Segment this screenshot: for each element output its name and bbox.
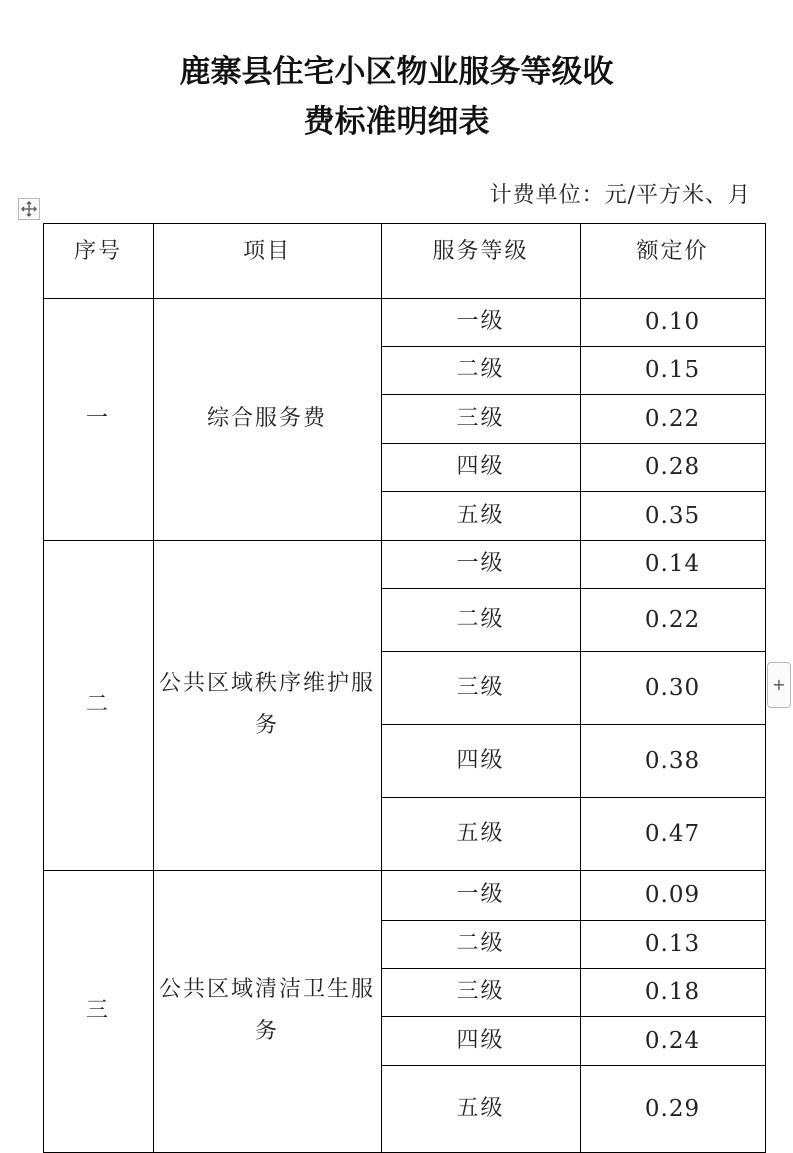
price-cell-text: 0.22 [644, 606, 701, 633]
price-cell-text: 0.28 [644, 454, 701, 480]
table-hline [43, 223, 766, 224]
price-cell [580, 1065, 765, 1152]
price-cell [580, 540, 765, 588]
service-level-cell [381, 797, 580, 870]
service-level-cell-text: 三级 [456, 405, 505, 431]
table-hline [381, 968, 766, 969]
table-hline [43, 870, 766, 871]
row-number-cell [43, 298, 153, 540]
plus-icon: + [772, 675, 786, 694]
table-hline [381, 920, 766, 921]
table-vline [580, 223, 581, 1153]
item-name-cell-text: 公共区域秩序维护服务 [159, 671, 376, 738]
fee-table [43, 223, 766, 1152]
price-cell-text: 0.15 [644, 357, 701, 383]
table-move-handle[interactable] [18, 198, 40, 220]
service-level-cell-text: 五级 [456, 1095, 505, 1121]
table-hline [43, 540, 766, 541]
price-cell-text: 0.35 [644, 502, 701, 529]
price-cell [580, 870, 765, 920]
header-cell [580, 223, 765, 298]
row-number-cell [43, 540, 153, 870]
table-vline [153, 223, 154, 1153]
price-cell [580, 491, 765, 540]
table-hline [381, 588, 766, 589]
price-cell [580, 968, 765, 1016]
row-number-cell [43, 870, 153, 1152]
service-level-cell [381, 1016, 580, 1065]
price-cell-text: 0.38 [644, 747, 701, 774]
document-title-line-1: 鹿寨县住宅小区物业服务等级收 [179, 54, 614, 90]
move-icon [19, 199, 39, 219]
header-cell-text: 服务等级 [432, 239, 529, 264]
price-cell-text: 0.13 [644, 931, 701, 957]
table-hline [381, 724, 766, 725]
price-cell-text: 0.30 [644, 674, 701, 701]
service-level-cell-text: 五级 [456, 820, 505, 846]
table-hline [381, 651, 766, 652]
table-hline [381, 1065, 766, 1066]
service-level-cell [381, 920, 580, 968]
service-level-cell-text: 一级 [456, 309, 505, 334]
table-hline [43, 298, 766, 299]
service-level-cell [381, 1065, 580, 1152]
price-cell [580, 920, 765, 968]
service-level-cell-text: 三级 [456, 674, 505, 700]
service-level-cell [381, 394, 580, 443]
price-cell-text: 0.29 [644, 1095, 701, 1122]
price-cell [580, 394, 765, 443]
service-level-cell-text: 一级 [456, 882, 505, 907]
price-cell [580, 1016, 765, 1065]
service-level-cell [381, 540, 580, 588]
price-cell-text: 0.47 [644, 820, 701, 847]
service-level-cell [381, 870, 580, 920]
price-cell [580, 797, 765, 870]
price-cell-text: 0.24 [644, 1027, 701, 1054]
price-cell [580, 443, 765, 491]
service-level-cell [381, 491, 580, 540]
price-cell-text: 0.09 [644, 882, 701, 908]
price-cell-text: 0.22 [644, 405, 701, 432]
item-name-cell-text: 公共区域清洁卫生服务 [159, 977, 376, 1044]
row-number-cell-text: 二 [85, 692, 110, 717]
service-level-cell-text: 二级 [456, 931, 505, 956]
header-cell [153, 223, 381, 298]
table-hline [381, 797, 766, 798]
header-cell [43, 223, 153, 298]
service-level-cell-text: 四级 [456, 1027, 505, 1053]
table-hline [381, 1016, 766, 1017]
header-cell-text: 额定价 [636, 239, 709, 264]
price-cell-text: 0.10 [644, 309, 701, 335]
item-name-cell-text: 综合服务费 [206, 406, 327, 431]
table-hline [381, 443, 766, 444]
service-level-cell [381, 651, 580, 724]
price-cell-text: 0.14 [644, 551, 701, 577]
service-level-cell [381, 724, 580, 797]
table-hline [381, 491, 766, 492]
price-cell [580, 346, 765, 394]
item-name-cell [153, 298, 381, 540]
service-level-cell-text: 一级 [456, 551, 505, 576]
add-row-handle[interactable] [767, 662, 791, 708]
row-number-cell-text: 三 [85, 998, 110, 1023]
service-level-cell [381, 298, 580, 346]
table-hline [381, 394, 766, 395]
service-level-cell [381, 443, 580, 491]
price-cell [580, 651, 765, 724]
service-level-cell-text: 二级 [456, 357, 505, 382]
document-title-line-2: 费标准明细表 [303, 104, 490, 140]
price-cell [580, 298, 765, 346]
service-level-cell-text: 五级 [456, 502, 505, 528]
service-level-cell-text: 二级 [456, 606, 505, 632]
service-level-cell [381, 588, 580, 651]
table-vline [381, 223, 382, 1153]
item-name-cell [153, 870, 381, 1152]
header-cell-text: 项目 [242, 239, 291, 264]
unit-label: 计费单位：元/平方米、月 [489, 183, 751, 208]
price-cell [580, 588, 765, 651]
service-level-cell-text: 四级 [456, 454, 505, 479]
table-vline [43, 223, 44, 1153]
service-level-cell [381, 968, 580, 1016]
service-level-cell-text: 四级 [456, 747, 505, 773]
service-level-cell [381, 346, 580, 394]
item-name-cell [153, 540, 381, 870]
price-cell-text: 0.18 [644, 979, 701, 1005]
row-number-cell-text: 一 [85, 406, 110, 431]
service-level-cell-text: 三级 [456, 979, 505, 1004]
table-hline [381, 346, 766, 347]
table-vline [765, 223, 766, 1153]
price-cell [580, 724, 765, 797]
header-cell [381, 223, 580, 298]
header-cell-text: 序号 [73, 239, 122, 264]
